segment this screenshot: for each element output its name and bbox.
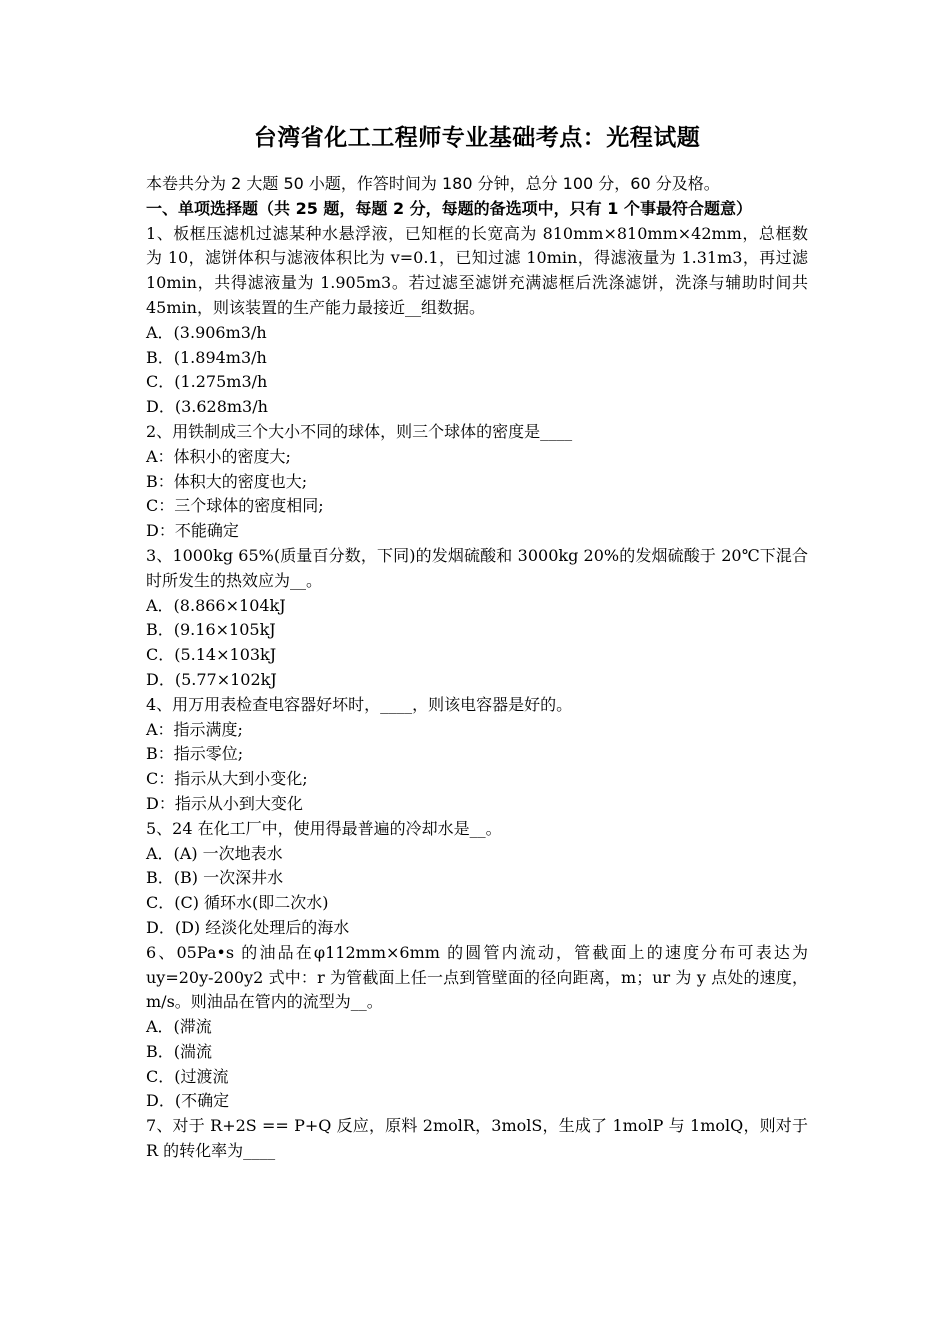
option-b: B．(B) 一次深井水 [146,868,284,888]
question-7 [146,1114,808,1164]
section-heading: 一、单项选择题（共 25 题，每题 2 分，每题的备选项中，只有 1 个事最符合题意） [146,198,752,218]
exam-intro: 本卷共分为 2 大题 50 小题，作答时间为 180 分钟，总分 100 分，60 分及格。 [146,174,720,193]
option-c: C．(1.275m3/h [146,372,268,392]
option-b: B．(湍流 [146,1041,213,1061]
question-4 [146,693,808,817]
option-d: D．(3.628m3/h [146,397,268,417]
option-a: A．(A) 一次地表水 [146,843,283,863]
question-text: 6、05Pa•s 的油品在φ112mm×6mm 的圆管内流动，管截面上的速度分布可表达为 uy=20y-200y2 式中：r 为管截面上任一点到管壁面的径向距离，m；ur 为 y 点处的速度，m/s。则油品在管内的流型为__。 [146,942,808,1012]
question-text: 7、对于 R+2S == P+Q 反应，原料 2molR，3molS，生成了 1molP 与 1molQ，则对于 R 的转化率为____ [146,1116,808,1161]
option-c: C：三个球体的密度相同; [146,496,324,516]
option-a: A：指示满度; [146,719,243,739]
option-c: C．(5.14×103kJ [146,645,277,665]
option-a: A：体积小的密度大; [146,446,291,466]
option-b: B．(1.894m3/h [146,347,267,367]
document-page [146,118,808,1164]
option-b: B：指示零位; [146,744,244,764]
question-5 [146,817,808,941]
option-c: C：指示从大到小变化; [146,769,308,789]
option-b: B．(9.16×105kJ [146,620,276,640]
option-d: D：不能确定 [146,521,239,541]
question-text: 3、1000kg 65%(质量百分数，下同)的发烟硫酸和 3000kg 20%的发烟硫酸于 20℃下混合时所发生的热效应为__。 [146,545,808,590]
question-text: 2、用铁制成三个大小不同的球体，则三个球体的密度是____ [146,421,573,441]
option-a: A．(滞流 [146,1017,212,1037]
option-d: D．(5.77×102kJ [146,669,277,689]
question-2 [146,420,808,544]
document-title: 台湾省化工工程师专业基础考点：光程试题 [253,125,701,151]
option-c: C．(过渡流 [146,1066,229,1086]
question-text: 1、板框压滤机过滤某种水悬浮液，已知框的长宽高为 810mm×810mm×42mm，总框数为 10，滤饼体积与滤液体积比为 v=0.1，已知过滤 10min，得滤液量为 1.31m3，再过滤 10min，共得滤液量为 1.905m3。若过滤至滤饼充满滤框后洗涤滤饼，洗涤与辅助时间共 45min，则该装置的生产能力最接近__组数据。 [146,223,808,317]
option-a: A．(3.906m3/h [146,322,267,342]
option-d: D：指示从小到大变化 [146,793,303,813]
option-a: A．(8.866×104kJ [146,595,286,615]
option-d: D．(不确定 [146,1091,230,1111]
question-text: 4、用万用表检查电容器好坏时，____，则该电容器是好的。 [146,694,573,714]
question-1 [146,222,808,420]
option-d: D．(D) 经淡化处理后的海水 [146,917,350,937]
question-3 [146,544,808,693]
question-6 [146,941,808,1115]
question-text: 5、24 在化工厂中，使用得最普遍的冷却水是__。 [146,818,502,838]
option-c: C．(C) 循环水(即二次水) [146,893,329,913]
question-list [146,222,808,1164]
option-b: B：体积大的密度也大; [146,471,308,491]
